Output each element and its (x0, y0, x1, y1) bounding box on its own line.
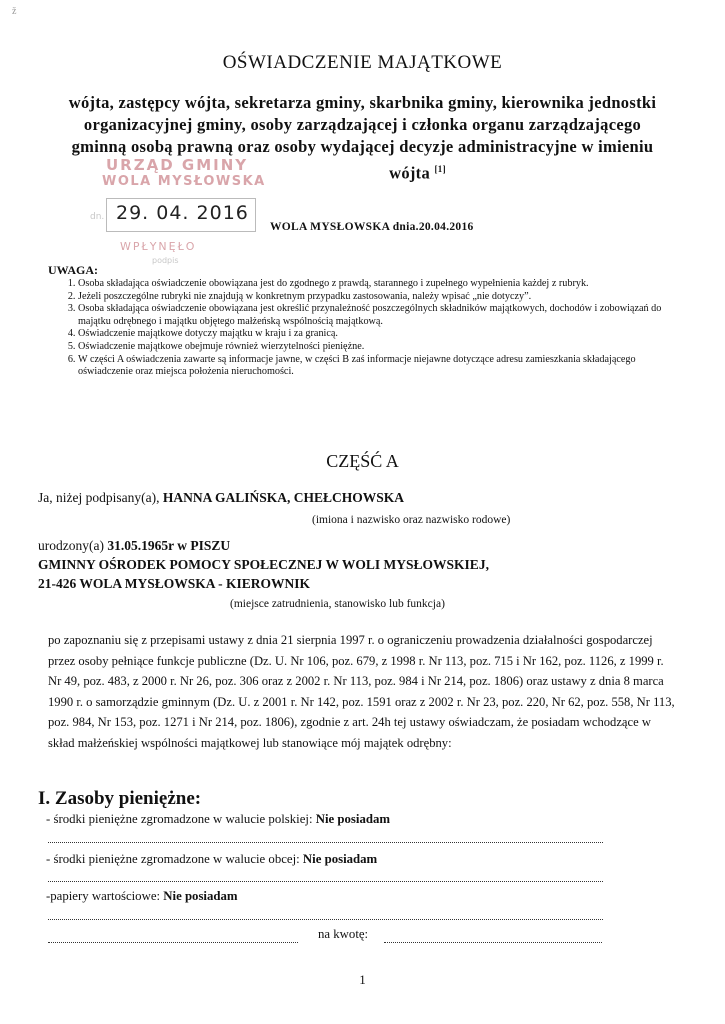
employer-line-2: 21-426 WOLA MYSŁOWSKA - KIEROWNIK (38, 576, 311, 591)
name-caption: (imiona i nazwisko oraz nazwisko rodowe) (312, 514, 511, 526)
note-item: 2. Jeżeli poszczególne rubryki nie znajdują w konkretnym przypadku zastosowania, należy wpisać „nie dotyczy”. (78, 291, 682, 304)
employer-line-1: GMINNY OŚRODEK POMOCY SPOŁECZNEJ W WOLI MYSŁOWSKIEJ, (38, 557, 489, 572)
notes-list (62, 278, 682, 379)
dotted-line (48, 880, 603, 882)
note-item: 6. W części A oświadczenia zawarte są informacje jawne, w części B zaś informacje niejawne dotyczące adresu zamieszkania składającego oświadczenie oraz miejsca położenia nieruchomości. (78, 354, 682, 379)
subtitle-line-2: organizacyjnej gminy, osoby zarządzającej i członka organu zarządzającego (83, 115, 642, 134)
office-received-stamp (88, 150, 268, 266)
footnote-marker: [1] (434, 164, 446, 174)
stamp-received-label: WPŁYNĘŁO (120, 240, 197, 253)
dotted-line (48, 941, 298, 943)
securities-row (46, 889, 238, 904)
subtitle-line-1: wójta, zastępcy wójta, sekretarza gminy, skarbnika gminy, kierownika jednostki (68, 93, 657, 112)
polish-currency-row (46, 812, 390, 827)
notes-heading: UWAGA: (48, 263, 98, 277)
dotted-line (48, 918, 603, 920)
page-number: 1 (359, 972, 366, 987)
securities-label: -papiery wartościowe: (46, 889, 164, 903)
note-item: 4. Oświadczenie majątkowe dotyczy majątku w kraju i za granicą. (78, 328, 682, 341)
stamp-signature-label: podpis (152, 256, 179, 265)
subtitle-line-3: gminną osobą prawną oraz osoby wydającej decyzje administracyjne w imieniu (71, 137, 654, 156)
declarant-line (38, 490, 404, 506)
dotted-line (384, 941, 602, 943)
stamp-office-location: WOLA MYSŁOWSKA (102, 174, 266, 189)
declarant-name: HANNA GALIŃSKA, CHEŁCHOWSKA (162, 490, 405, 505)
stamp-office-name: URZĄD GMINY (106, 156, 249, 174)
employer-caption: (miejsce zatrudnienia, stanowisko lub funkcja) (230, 598, 445, 610)
polish-currency-value: Nie posiadam (315, 812, 391, 826)
note-item: 1. Osoba składająca oświadczenie obowiązana jest do zgodnego z prawdą, starannego i zupełnego wypełnienia każdej z rubryk. (78, 278, 682, 291)
foreign-currency-label: - środki pieniężne zgromadzone w walucie obcej: (46, 852, 303, 866)
document-title: OŚWIADCZENIE MAJĄTKOWE (222, 52, 503, 73)
note-item: 3. Osoba składająca oświadczenie obowiązana jest określić przynależność poszczególnych składników majątkowych, dochodów i zobowiązań do majątku odrębnego i majątku objętego małżeńską wspólnością majątkową. (78, 303, 682, 328)
stamp-date: 29. 04. 2016 (116, 202, 249, 224)
polish-currency-label: - środki pieniężne zgromadzone w walucie polskiej: (46, 812, 316, 826)
foreign-currency-value: Nie posiadam (302, 852, 378, 866)
birth-prefix: urodzony(a) (38, 538, 108, 553)
legal-statement: po zapoznaniu się z przepisami ustawy z dnia 21 sierpnia 1997 r. o ograniczeniu prowadzenia działalności gospodarczej przez osoby pełniące funkcje publiczne (Dz. U. Nr 106, poz. 679, z 1998 r. Nr 113, poz. 715 i Nr 162, poz. 1126, z 1999 r. Nr 49, poz. 483, z 2000 r. Nr 26, poz. 306 oraz z 2002 r. Nr 113, poz. 984 i Nr 214, poz. 1806) oraz ustawy z dnia 8 marca 1990 r. o samorządzie gminnym (Dz. U. z 2001 r. Nr 142, poz. 1591 oraz z 2002 r. Nr 23, poz. 220, Nr 62, poz. 558, Nr 113, poz. 984, Nr 153, poz. 1271 i Nr 214, poz. 1806), zgodnie z art. 24h tej ustawy oświadczam, że posiadam wchodzące w skład małżeńskiej wspólności majątkowej lub stanowiące mój majątek odrębny: (48, 633, 675, 750)
birth-line (38, 538, 230, 554)
securities-value: Nie posiadam (163, 889, 238, 903)
dotted-line (48, 841, 603, 843)
part-a-heading: CZĘŚĆ A (326, 451, 399, 471)
place-and-date: WOLA MYSŁOWSKA dnia.20.04.2016 (270, 221, 474, 233)
section-title-cash: I. Zasoby pieniężne: (38, 788, 202, 809)
note-item: 5. Oświadczenie majątkowe obejmuje również wierzytelności pieniężne. (78, 341, 682, 354)
stamp-dn-label: dn. (90, 212, 105, 222)
corner-mark: ž (12, 6, 17, 17)
foreign-currency-row (46, 852, 377, 867)
declarant-prefix: Ja, niżej podpisany(a), (38, 490, 163, 505)
birth-info: 31.05.1965r w PISZU (107, 538, 231, 553)
amount-label: na kwotę: (318, 927, 369, 941)
subtitle-line-4: wójta (389, 163, 431, 183)
